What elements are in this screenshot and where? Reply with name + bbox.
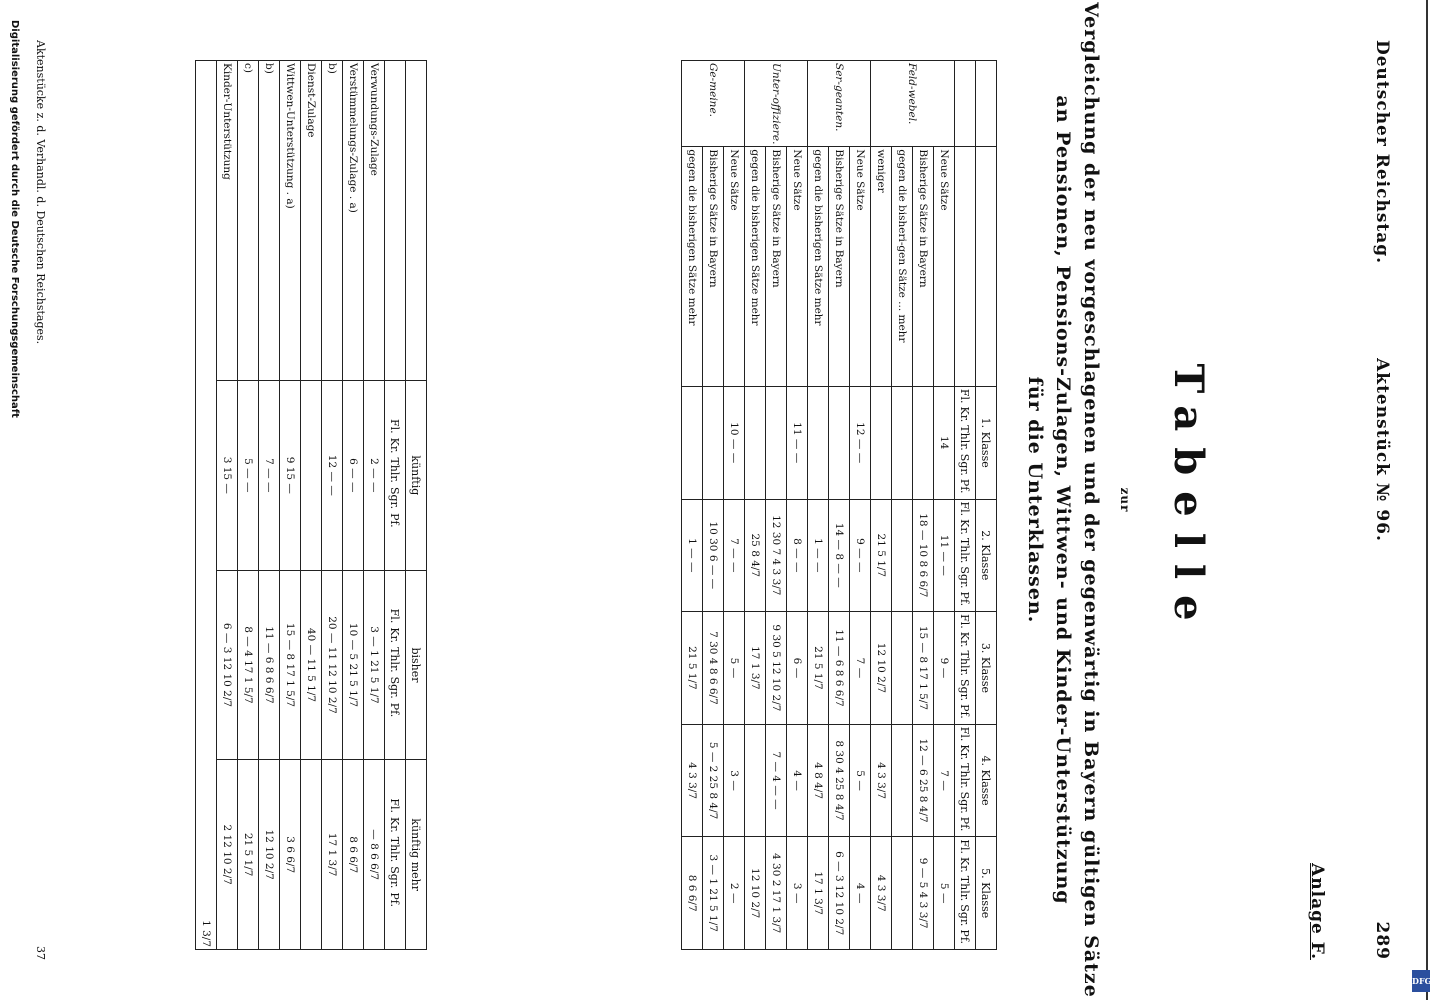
cell-c1: 14: [934, 386, 955, 499]
unit-label: Thlr.: [388, 647, 402, 673]
allowance-label: c): [238, 61, 259, 381]
cell-c1: [766, 386, 787, 499]
annex-label: Anlage F.: [1307, 863, 1327, 960]
label-header-empty: [976, 147, 997, 386]
cell-c4: 5 —: [850, 724, 871, 837]
table-row: [892, 61, 913, 950]
allowance-row: [301, 61, 322, 950]
cell-c2: 7 — —: [724, 499, 745, 612]
unit-cell: [955, 837, 976, 950]
allowance-k: [301, 381, 322, 571]
unit-label: Pf.: [958, 816, 972, 832]
cell-c2: 9 — —: [850, 499, 871, 612]
allowance-b: 10 — 5 21 5 1/7: [343, 570, 364, 760]
unit-label: Sgr.: [958, 679, 972, 702]
table-row: [724, 61, 745, 950]
cell-c3: 12 10 2/7: [871, 612, 892, 725]
cell-c3: 17 1 3/7: [745, 612, 766, 725]
pension-table-grid: [681, 60, 997, 950]
allowance-extra-row: [196, 61, 217, 950]
row-label: Neue Sätze: [934, 147, 955, 386]
unit-label: Kr.: [958, 631, 972, 648]
allowance-row: [322, 61, 343, 950]
row-label: gegen die bisheri-gen Sätze ... mehr: [892, 147, 913, 386]
unit-label: Sgr.: [958, 904, 972, 927]
unit-label: Fl.: [958, 839, 972, 855]
unit-label: Thlr.: [958, 425, 972, 451]
unit-label: Thlr.: [388, 836, 402, 863]
table-row: [913, 61, 934, 950]
cell-c3: 7 —: [850, 612, 871, 725]
dfg-logo: DFG: [1412, 970, 1430, 992]
cell-c5: 5 —: [934, 837, 955, 950]
cell-c5: [892, 837, 913, 950]
class-header-1: 1. Klasse: [976, 386, 997, 499]
unit-label: Kr.: [958, 519, 972, 535]
allowance-label: Kinder-Unterstützung: [217, 61, 238, 381]
cell-c1: [703, 386, 724, 499]
cell-c5: 9 — 5 4 3 3/7: [913, 837, 934, 950]
cell-c3: 7 30 4 8 6 6/7: [703, 612, 724, 725]
unit-label: Kr.: [388, 817, 402, 833]
unit-label: Thlr.: [958, 650, 972, 677]
footer-left: Aktenstücke z. d. Verhandl. d. Deutschen Reichstages.: [34, 40, 47, 345]
cell-c1: [871, 386, 892, 499]
unit-cell: [955, 499, 976, 612]
unit-empty: [385, 61, 406, 381]
unit-label: Thlr.: [958, 875, 972, 902]
cell-c3: 6 —: [787, 612, 808, 725]
cell-c5: 12 10 2/7: [745, 837, 766, 950]
row-label: weniger: [871, 147, 892, 386]
allowance-label: Dienst-Zulage: [301, 61, 322, 381]
cell-c1: [892, 386, 913, 499]
allowance-unit-row: [385, 61, 406, 950]
row-label: Bisherige Sätze in Bayern: [703, 147, 724, 386]
group-name: Ge-meine.: [682, 61, 745, 147]
allowance-m: 3 6 6/7: [280, 760, 301, 950]
cell-c4: 4 —: [787, 724, 808, 837]
row-label: Neue Sätze: [850, 147, 871, 386]
table-row: [934, 61, 955, 950]
group-name: Ser-geanten.: [808, 61, 871, 147]
cell-c5: 6 — 3 12 10 2/7: [829, 837, 850, 950]
allowance-label: Wittwen-Unterstützung . a): [280, 61, 301, 381]
cell-c2: 12 30 7 4 3 3/7: [766, 499, 787, 612]
cell-c4: 7 —: [934, 724, 955, 837]
pension-table: [681, 60, 997, 950]
unit-label: Fl.: [958, 726, 972, 742]
row-label: gegen die bisherigen Sätze mehr: [682, 147, 703, 386]
row-label: gegen die bisherigen Sätze mehr: [745, 147, 766, 386]
cell-c1: [913, 386, 934, 499]
unit-label: Pf.: [388, 513, 402, 528]
row-label: Bisherige Sätze in Bayern: [829, 147, 850, 386]
allowance-label: Verstümmelungs-Zulage . a): [343, 61, 364, 381]
allowance-m: — 8 6 6/7: [364, 760, 385, 950]
unit-cell: [955, 612, 976, 725]
group-name: Unter-offiziere.: [745, 61, 808, 147]
cell-c5: 4 —: [850, 837, 871, 950]
allowance-b: 8 — 4 17 1 5/7: [238, 570, 259, 760]
header-left: Deutscher Reichstag.: [1372, 40, 1392, 265]
allowance-k: 6 — —: [343, 381, 364, 571]
cell-c1: [829, 386, 850, 499]
subtitle-line-2: an Pensionen, Pensions-Zulagen, Wittwen- und Kinder-Unterstützung: [1052, 95, 1074, 905]
row-label: Neue Sätze: [787, 147, 808, 386]
allowance-k: 12 — —: [322, 381, 343, 571]
allowance-row: [343, 61, 364, 950]
unit-label: Pf.: [388, 702, 402, 718]
table-row: [871, 61, 892, 950]
cell-c3: 11 — 6 8 6 6/7: [829, 612, 850, 725]
page-number: 289: [1372, 921, 1392, 960]
row-label: Neue Sätze: [724, 147, 745, 386]
cell-c3: 15 — 8 17 1 5/7: [913, 612, 934, 725]
cell-c1: 11 — —: [787, 386, 808, 499]
unit-label: Sgr.: [388, 676, 402, 699]
header-kuenftig: künftig: [406, 381, 427, 571]
cell-c3: 21 5 1/7: [682, 612, 703, 725]
cell-c2: 11 — —: [934, 499, 955, 612]
cell-c5: 4 3 3/7: [871, 837, 892, 950]
allowance-b: 3 — 1 21 5 1/7: [364, 570, 385, 760]
allowance-m: 2 12 10 2/7: [217, 760, 238, 950]
cell-c4: [892, 724, 913, 837]
cell-c2: 25 8 4/7: [745, 499, 766, 612]
cell-c4: [745, 724, 766, 837]
unit-label: Thlr.: [958, 763, 972, 789]
cell-c5: 3 — 1 21 5 1/7: [703, 837, 724, 950]
allowance-row: [217, 61, 238, 950]
cell-c4: 7 — 4 — —: [766, 724, 787, 837]
cell-c2: 14 — 8 — —: [829, 499, 850, 612]
table-row: [787, 61, 808, 950]
cell-c2: 1 — —: [682, 499, 703, 612]
class-header-2: 2. Klasse: [976, 499, 997, 612]
unit-cell: [955, 724, 976, 837]
cell-c2: 1 — —: [808, 499, 829, 612]
unit-header-row: [955, 61, 976, 950]
unit-label: Pf.: [388, 892, 402, 907]
class-header-5: 5. Klasse: [976, 837, 997, 950]
cell-c3: 9 30 5 12 10 2/7: [766, 612, 787, 725]
allowance-label: b): [322, 61, 343, 381]
unit-label: Pf.: [958, 591, 972, 607]
allowance-m: 8 6 6/7: [343, 760, 364, 950]
table-row: [703, 61, 724, 950]
unit-label: Fl.: [958, 501, 972, 517]
table-row: [766, 61, 787, 950]
allowance-m: [301, 760, 322, 950]
unit-label: Kr.: [388, 437, 402, 454]
cell-c4: 8 30 4 25 8 4/7: [829, 724, 850, 837]
cell-c5: 4 30 2 17 1 3/7: [766, 837, 787, 950]
unit-label: Thlr.: [388, 457, 402, 483]
table-row: [850, 61, 871, 950]
allowance-label: Verwundungs-Zulage: [364, 61, 385, 381]
cell-c4: 4 3 3/7: [871, 724, 892, 837]
allowance-label-header: [406, 61, 427, 381]
unit-label: Kr.: [958, 744, 972, 761]
cell-c2: 18 — 10 8 6 6/7: [913, 499, 934, 612]
table-row: [745, 61, 766, 950]
allowance-k: 2 — —: [364, 381, 385, 571]
unit-label: Sgr.: [958, 453, 972, 476]
unit-label: Pf.: [958, 929, 972, 944]
table-row: [682, 61, 703, 950]
allowance-extra: 1 3/7: [196, 61, 217, 950]
row-label: gegen die bisherigen Sätze mehr: [808, 147, 829, 386]
cell-c4: 12 — 6 25 8 4/7: [913, 724, 934, 837]
allowance-label: b): [259, 61, 280, 381]
footer-page: 37: [34, 946, 47, 960]
title-zur: zur: [1118, 487, 1132, 513]
unit-cell: [385, 381, 406, 571]
cell-c1: [682, 386, 703, 499]
unit-label: Sgr.: [958, 791, 972, 814]
cell-c3: 21 5 1/7: [808, 612, 829, 725]
cell-c4: 5 — 2 25 8 4/7: [703, 724, 724, 837]
cell-c4: 4 8 4/7: [808, 724, 829, 837]
allowance-b: 40 — 11 5 1/7: [301, 570, 322, 760]
class-header-row: [976, 61, 997, 950]
allowance-row: [238, 61, 259, 950]
subtitle-line-3: für die Unterklassen.: [1024, 376, 1046, 624]
group-name: Feld-webel.: [871, 61, 955, 147]
allowance-k: 5 — —: [238, 381, 259, 571]
class-header-4: 4. Klasse: [976, 724, 997, 837]
unit-label: Sgr.: [388, 866, 402, 889]
allowance-b: 11 — 6 8 6 6/7: [259, 570, 280, 760]
unit-label: Sgr.: [958, 566, 972, 589]
unit-empty: [955, 147, 976, 386]
unit-cell: [385, 760, 406, 950]
cell-c2: 10 30 6 — —: [703, 499, 724, 612]
table-row: [808, 61, 829, 950]
unit-empty: [955, 61, 976, 147]
header-kuenftig-mehr: künftig mehr: [406, 760, 427, 950]
allowance-table: [195, 60, 427, 950]
unit-label: Fl.: [388, 798, 402, 813]
unit-label: Thlr.: [958, 537, 972, 564]
allowance-row: [280, 61, 301, 950]
header-middle: Aktenstück № 96.: [1372, 358, 1392, 542]
cell-c2: 21 5 1/7: [871, 499, 892, 612]
cell-c3: [892, 612, 913, 725]
unit-label: Pf.: [958, 704, 972, 719]
unit-label: Pf.: [958, 478, 972, 494]
cell-c2: 8 — —: [787, 499, 808, 612]
unit-label: Fl.: [958, 388, 972, 404]
cell-c5: 2 —: [724, 837, 745, 950]
cell-c5: 3 —: [787, 837, 808, 950]
unit-label: Fl.: [388, 608, 402, 624]
table-row: [829, 61, 850, 950]
row-label: Bisherige Sätze in Bayern: [766, 147, 787, 386]
allowance-row: [259, 61, 280, 950]
cell-c1: 10 — —: [724, 386, 745, 499]
unit-label: Kr.: [958, 406, 972, 423]
cell-c4: 3 —: [724, 724, 745, 837]
allowance-b: 15 — 8 17 1 5/7: [280, 570, 301, 760]
allowance-m: 12 10 2/7: [259, 760, 280, 950]
allowance-k: 3 15 —: [217, 381, 238, 571]
cell-c2: [892, 499, 913, 612]
unit-cell: [385, 570, 406, 760]
unit-label: Fl.: [958, 614, 972, 629]
header-bisher: bisher: [406, 570, 427, 760]
cell-c1: [745, 386, 766, 499]
unit-cell: [955, 386, 976, 499]
subtitle-line-1: Vergleichung der neu vorgeschlagenen und der gegenwärtig in Bayern gültigen Sätze: [1080, 2, 1102, 998]
allowance-m: 21 5 1/7: [238, 760, 259, 950]
allowance-k: 9 15 —: [280, 381, 301, 571]
allowance-row: [364, 61, 385, 950]
allowance-header-row: [406, 61, 427, 950]
allowance-b: 20 — 11 12 10 2/7: [322, 570, 343, 760]
allowance-table-grid: [195, 60, 427, 950]
cell-c3: 9 —: [934, 612, 955, 725]
unit-label: Kr.: [958, 857, 972, 873]
digitization-note: Digitalisierung gefördert durch die Deutsche Forschungsgemeinschaft: [9, 20, 20, 418]
cell-c1: 12 — —: [850, 386, 871, 499]
document-title: Tabelle: [1165, 363, 1212, 637]
group-header-empty: [976, 61, 997, 147]
unit-label: Fl.: [388, 419, 402, 434]
row-label: Bisherige Sätze in Bayern: [913, 147, 934, 386]
allowance-m: 17 1 3/7: [322, 760, 343, 950]
cell-c5: 17 1 3/7: [808, 837, 829, 950]
cell-c1: [808, 386, 829, 499]
allowance-b: 6 — 3 12 10 2/7: [217, 570, 238, 760]
unit-label: Sgr.: [388, 486, 402, 510]
unit-label: Kr.: [388, 627, 402, 644]
class-header-3: 3. Klasse: [976, 612, 997, 725]
cell-c5: 8 6 6/7: [682, 837, 703, 950]
cell-c4: 4 3 3/7: [682, 724, 703, 837]
cell-c3: 5 —: [724, 612, 745, 725]
allowance-k: 7 — —: [259, 381, 280, 571]
